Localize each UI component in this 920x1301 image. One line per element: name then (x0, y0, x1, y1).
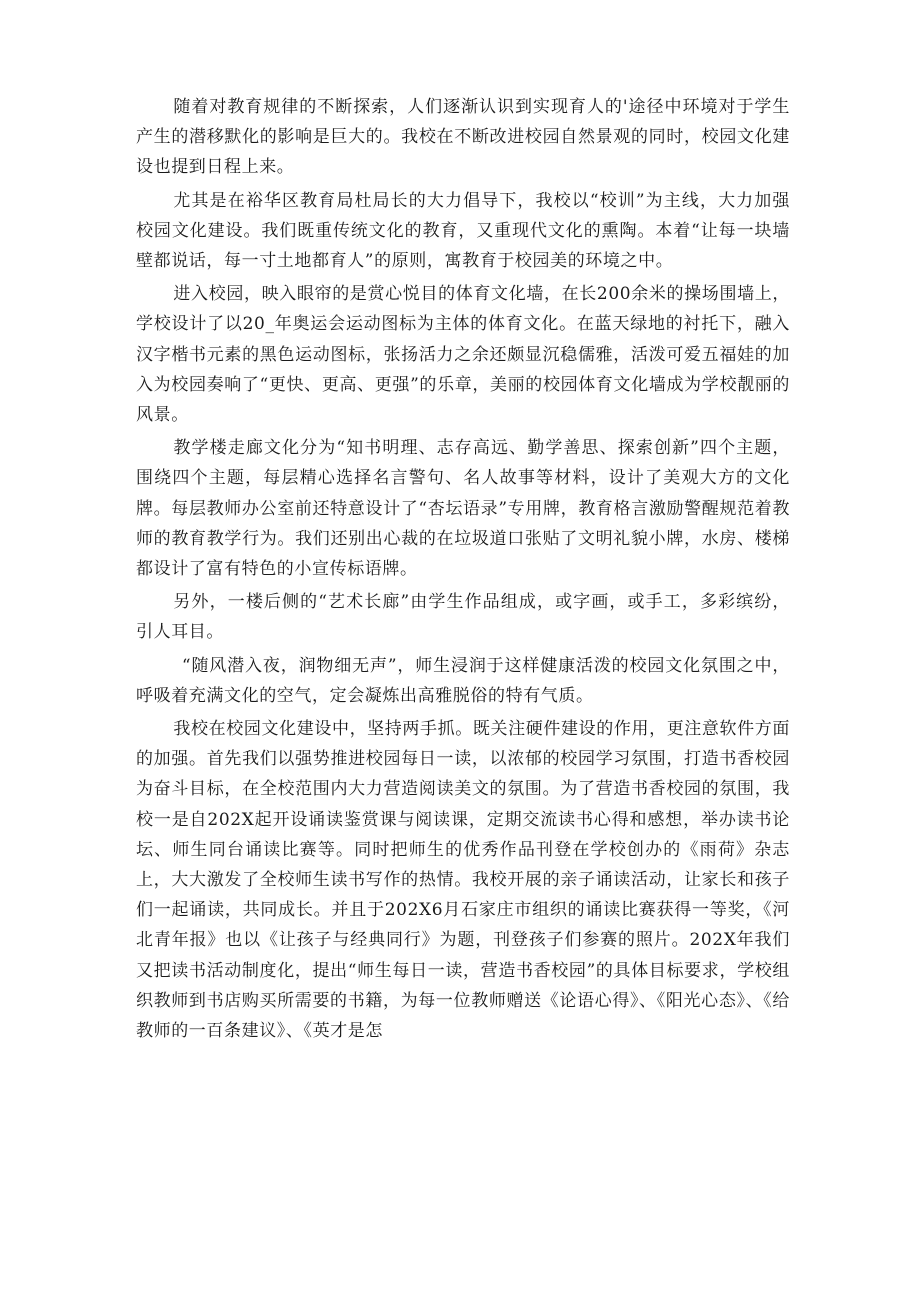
paragraph-5: 另外，一楼后侧的“艺术长廊”由学生作品组成，或字画，或手工，多彩缤纷，引人耳目。 (136, 592, 790, 643)
paragraph-1: 随着对教育规律的不断探索，人们逐渐认识到实现育人的'途径中环境对于学生产生的潜移默化的影响是巨大的。我校在不断改进校园自然景观的同时，校园文化建设也提到日程上来。 (136, 97, 790, 178)
paragraph-4: 教学楼走廊文化分为“知书明理、志存高远、勤学善思、探索创新”四个主题，围绕四个主题，每层精心选择名言警句、名人故事等材料，设计了美观大方的文化牌。每层教师办公室前还特意设计了“杏坛语录”专用牌，教育格言激励警醒规范着教师的教育教学行为。我们还别出心裁的在垃圾道口张贴了文明礼貌小牌，水房、楼梯都设计了富有特色的小宣传标语牌。 (136, 438, 790, 580)
paragraph-7: 我校在校园文化建设中，坚持两手抓。既关注硬件建设的作用，更注意软件方面的加强。首先我们以强势推进校园每日一读，以浓郁的校园学习氛围，打造书香校园为奋斗目标，在全校范围内大力营造阅读美文的氛围。为了营造书香校园的氛围，我校一是自202X起开设诵读鉴赏课与阅读课，定期交流读书心得和感想，举办读书论坛、师生同台诵读比赛等。同时把师生的优秀作品刊登在学校创办的《雨荷》杂志上，大大激发了全校师生读书写作的热情。我校开展的亲子诵读活动，让家长和孩子们一起诵读，共同成长。并且于202X6月石家庄市组织的诵读比赛获得一等奖，《河北青年报》也以《让孩子与经典同行》为题，刊登孩子们参赛的照片。202X年我们又把读书活动制度化，提出“师生每日一读，营造书香校园”的具体目标要求，学校组织教师到书店购买所需要的书籍，为每一位教师赠送《论语心得》、《阳光心态》、《给教师的一百条建议》、《英才是怎 (136, 719, 790, 1042)
paragraph-2: 尤其是在裕华区教育局杜局长的大力倡导下，我校以“校训”为主线，大力加强校园文化建设。我们既重传统文化的教育，又重现代文化的熏陶。本着“让每一块墙壁都说话，每一寸土地都育人”的原则，寓教育于校园美的环境之中。 (136, 190, 790, 272)
paragraph-3: 进入校园，映入眼帘的是赏心悦目的体育文化墙，在长200余米的操场围墙上，学校设计了以20_年奥运会运动图标为主体的体育文化。在蓝天绿地的衬托下，融入汉字楷书元素的黑色运动图标，张扬活力之余还颇显沉稳儒雅，活泼可爱五福娃的加入为校园奏响了“更快、更高、更强”的乐章，美丽的校园体育文化墙成为学校靓丽的风景。 (136, 284, 790, 426)
paragraph-6: “随风潜入夜，润物细无声”，师生浸润于这样健康活泼的校园文化氛围之中，呼吸着充满文化的空气，定会凝炼出高雅脱俗的特有气质。 (136, 655, 790, 706)
document-body (136, 92, 790, 1046)
